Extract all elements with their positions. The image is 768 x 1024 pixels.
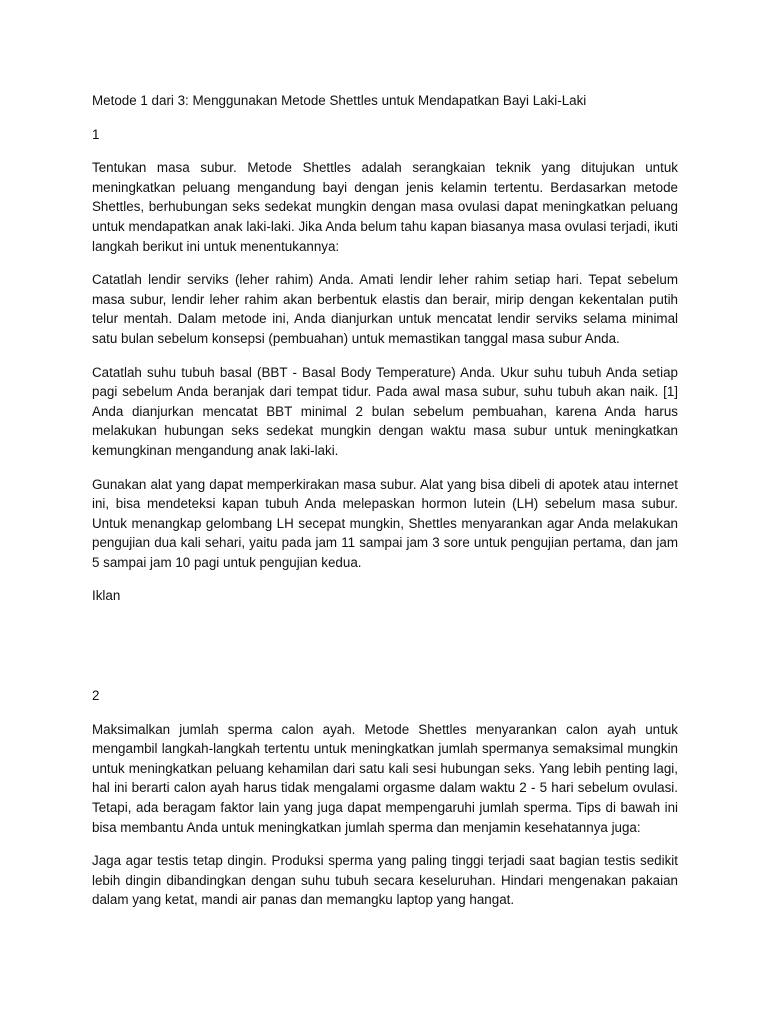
document-page: [92, 91, 678, 924]
document-heading: Metode 1 dari 3: Menggunakan Metode Shettles untuk Mendapatkan Bayi Laki-Laki: [92, 93, 587, 108]
step2-paragraph-2: Jaga agar testis tetap dingin. Produksi sperma yang paling tinggi terjadi saat bagian testis sedikit lebih dingin dibandingkan dengan suhu tubuh secara keseluruhan. Hindari mengenakan pakaian dalam yang ketat, mandi air panas dan memangku laptop yang hangat.: [92, 853, 678, 908]
step-number-1: 1: [92, 126, 100, 142]
step2-paragraph-1: Maksimalkan jumlah sperma calon ayah. Metode Shettles menyarankan calon ayah untuk mengambil langkah-langkah tertentu untuk meningkatkan jumlah spermanya semaksimal mungkin untuk meningkatkan peluang kehamilan dari satu kali sesi hubungan seks. Yang lebih penting lagi, hal ini berarti calon ayah harus tidak mengalami orgasme dalam waktu 2 - 5 hari sebelum ovulasi. Tetapi, ada beragam faktor lain yang juga dapat mempengaruhi jumlah sperma. Tips di bawah ini bisa membantu Anda untuk meningkatkan jumlah sperma dan menjamin kesehatannya juga:: [92, 721, 678, 835]
ad-space: [92, 620, 678, 686]
step-number-2: 2: [92, 688, 100, 704]
step1-paragraph-4: Gunakan alat yang dapat memperkirakan masa subur. Alat yang bisa dibeli di apotek atau internet ini, bisa mendeteksi kapan tubuh Anda melepaskan hormon lutein (LH) sebelum masa subur. Untuk menangkap gelombang LH secepat mungkin, Shettles menyarankan agar Anda melakukan pengujian dua kali sehari, yaitu pada jam 11 sampai jam 3 sore untuk pengujian pertama, dan jam 5 sampai jam 10 pagi untuk pengujian kedua.: [92, 476, 678, 570]
step1-paragraph-3: Catatlah suhu tubuh basal (BBT - Basal Body Temperature) Anda. Ukur suhu tubuh Anda setiap pagi sebelum Anda beranjak dari tempat tidur. Pada awal masa subur, suhu tubuh akan naik. [1] Anda dianjurkan mencatat BBT minimal 2 bulan sebelum pembuahan, karena Anda harus melakukan hubungan seks sedekat mungkin dengan waktu masa subur untuk meningkatkan kemungkinan mengandung anak laki-laki.: [92, 364, 678, 458]
step1-paragraph-2: Catatlah lendir serviks (leher rahim) Anda. Amati lendir leher rahim setiap hari. Tepat sebelum masa subur, lendir leher rahim akan berbentuk elastis dan berair, mirip dengan kekentalan putih telur mentah. Dalam metode ini, Anda dianjurkan untuk mencatat lendir serviks selama minimal satu bulan sebelum konsepsi (pembuahan) untuk memastikan tanggal masa subur Anda.: [92, 272, 678, 346]
ad-label: Iklan: [92, 588, 121, 604]
step1-paragraph-1: Tentukan masa subur. Metode Shettles adalah serangkaian teknik yang ditujukan untuk meningkatkan peluang mengandung bayi dengan jenis kelamin tertentu. Berdasarkan metode Shettles, berhubungan seks sedekat mungkin dengan masa ovulasi dapat meningkatkan peluang untuk mendapatkan anak laki-laki. Jika Anda belum tahu kapan biasanya masa ovulasi terjadi, ikuti langkah berikut ini untuk menentukannya:: [92, 160, 678, 254]
